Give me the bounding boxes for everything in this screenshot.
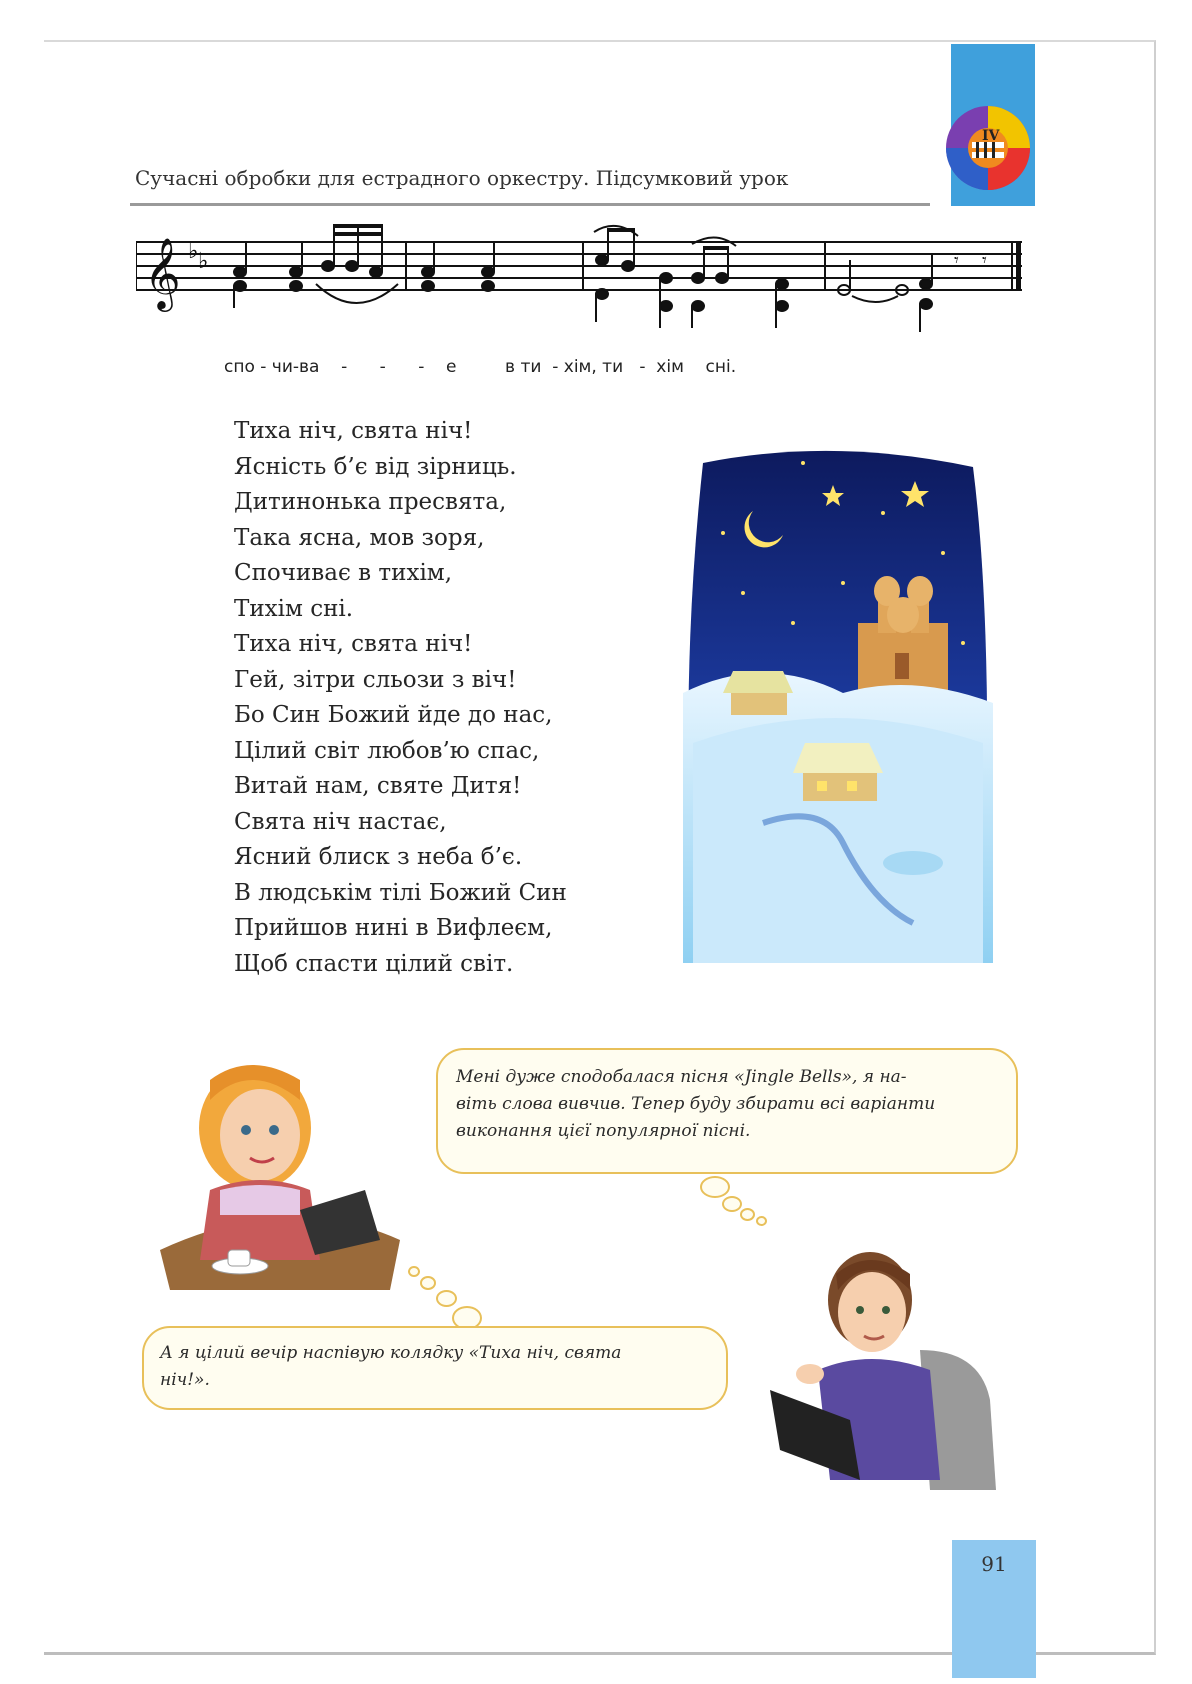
poem-line: Ясний блиск з неба б’є. — [234, 844, 523, 870]
page-number: 91 — [981, 1552, 1007, 1576]
poem-line: Щоб спасти цілий світ. — [234, 950, 514, 977]
bubble-line: ніч!». — [160, 1370, 210, 1390]
poem-line: Спочиває в тихім, — [234, 560, 453, 586]
bubble-line: виконання цієї популярної пісні. — [456, 1121, 751, 1141]
music-emblem-icon — [944, 104, 1032, 192]
poem-line: Тиха ніч, свята ніч! — [234, 631, 473, 657]
poem-line: Така ясна, мов зоря, — [234, 524, 485, 551]
poem-line: Дитинонька пресвята, — [234, 489, 507, 515]
poem-line: Тихім сні. — [234, 595, 354, 622]
svg-text:IV: IV — [982, 128, 1000, 144]
poem-line: В людськім тілі Божий Син — [234, 879, 567, 906]
bubble-line: А я цілий вечір наспівую колядку «Тиха ніч, свята — [160, 1343, 622, 1363]
poem-line: Бо Син Божий йде до нас, — [234, 702, 553, 728]
svg-text:𝄾: 𝄾 — [982, 250, 987, 271]
page-header-title: Сучасні обробки для естрадного оркестру. Підсумковий урок — [135, 166, 789, 190]
poem-line: Прийшов нині в Вифлеєм, — [234, 915, 553, 941]
svg-text:𝄾: 𝄾 — [954, 250, 959, 271]
poem-line: Гей, зітри сльози з віч! — [234, 666, 517, 693]
speech-bubble-girl — [142, 1326, 728, 1410]
svg-text:♭: ♭ — [198, 249, 209, 274]
thought-dot — [420, 1276, 436, 1290]
girl-with-laptop-illustration — [150, 1040, 420, 1290]
thought-dot — [740, 1208, 755, 1221]
thought-dot — [436, 1290, 457, 1307]
poem-text — [234, 414, 567, 982]
thought-dot — [408, 1266, 420, 1277]
header-divider — [130, 203, 930, 206]
poem-line: Ясність б’є від зірниць. — [234, 453, 517, 480]
poem-line: Тиха ніч, свята ніч! — [234, 418, 473, 444]
treble-clef-icon: 𝄞 — [144, 236, 181, 309]
speech-bubble-boy — [436, 1048, 1018, 1174]
bubble-line: віть слова вивчив. Тепер буду збирати всі варіанти — [456, 1094, 936, 1114]
boy-with-laptop-illustration — [770, 1240, 1000, 1500]
night-village-illustration — [683, 443, 993, 963]
thought-dot — [722, 1196, 742, 1212]
thought-dot — [700, 1176, 730, 1198]
poem-line: Цілий світ любов’ю спас, — [234, 737, 540, 764]
bubble-line: Мені дуже сподобалася пісня «Jingle Bells», я на- — [456, 1067, 907, 1087]
poem-line: Свята ніч настає, — [234, 808, 447, 835]
svg-text:♭: ♭ — [188, 239, 199, 264]
poem-line: Витай нам, святе Дитя! — [234, 773, 522, 799]
thought-dot — [756, 1216, 767, 1226]
song-lyrics-line: спо - чи-ва - - - е в ти - хім, ти - хім сні. — [224, 357, 737, 377]
